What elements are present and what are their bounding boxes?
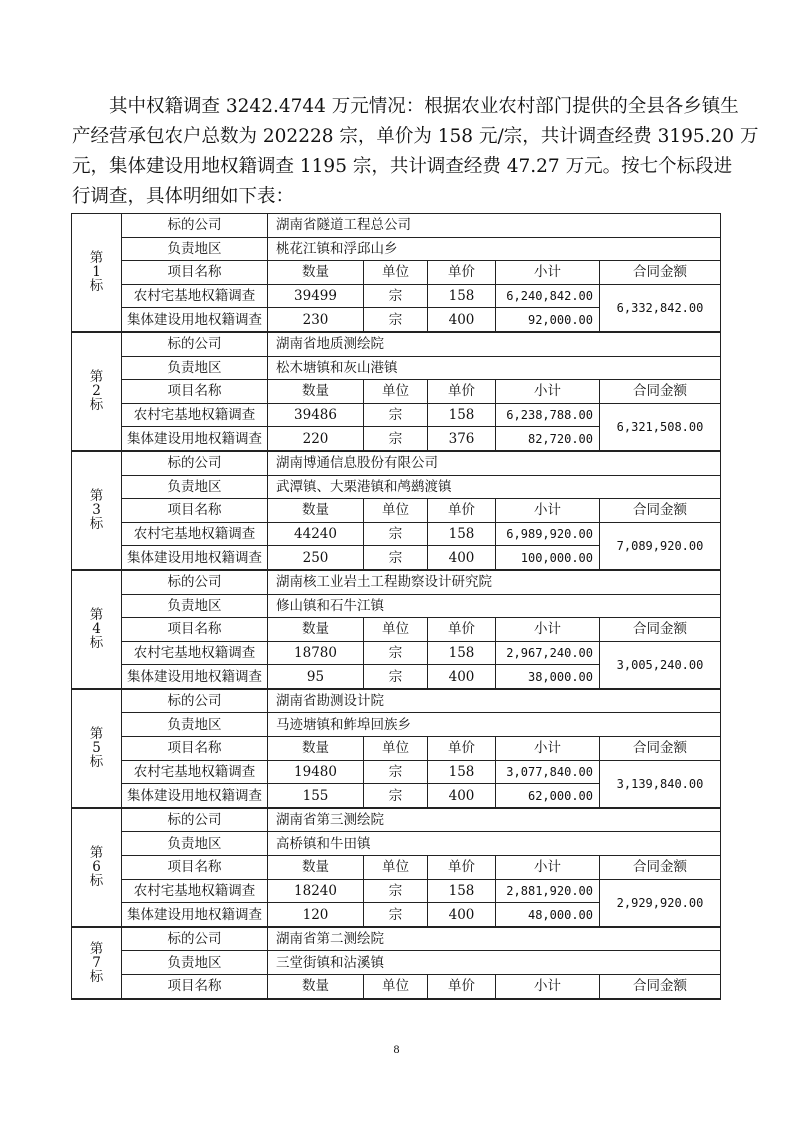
header-unit: 单位 (364, 975, 428, 999)
unit-price: 400 (428, 308, 496, 332)
unit-price: 158 (428, 284, 496, 308)
column-header-row (72, 261, 721, 285)
quantity: 44240 (268, 522, 364, 546)
unit: 宗 (364, 760, 428, 784)
company-value: 湖南核工业岩土工程勘察设计研究院 (268, 570, 721, 594)
subtotal: 38,000.00 (496, 665, 600, 689)
section-label-prefix: 第 (89, 488, 104, 505)
region-value: 修山镇和石牛江镇 (268, 594, 721, 618)
subtotal: 6,238,788.00 (496, 403, 600, 427)
header-item-name: 项目名称 (122, 975, 268, 999)
quantity: 250 (268, 546, 364, 570)
region-value: 松木塘镇和灰山港镇 (268, 356, 721, 380)
subtotal: 92,000.00 (496, 308, 600, 332)
page-number: 8 (393, 1042, 400, 1056)
section-company-row (72, 927, 721, 951)
header-quantity: 数量 (268, 380, 364, 404)
subtotal: 6,240,842.00 (496, 284, 600, 308)
header-quantity: 数量 (268, 618, 364, 642)
header-quantity: 数量 (268, 499, 364, 523)
section-region-row (72, 951, 721, 975)
item-name: 集体建设用地权籍调查 (122, 665, 268, 689)
header-unit-price: 单价 (428, 261, 496, 285)
unit: 宗 (364, 879, 428, 903)
unit-price: 400 (428, 903, 496, 927)
section-label-number: 1 (92, 264, 101, 281)
company-label: 标的公司 (122, 927, 268, 951)
quantity: 19480 (268, 760, 364, 784)
item-name: 集体建设用地权籍调查 (122, 784, 268, 808)
intro-line: 元，集体建设用地权籍调查 1195 宗，共计调查经费 47.27 万元。按七个标段进 (72, 156, 733, 177)
unit-price: 400 (428, 665, 496, 689)
section-region-row (72, 832, 721, 856)
unit-price: 376 (428, 427, 496, 451)
header-contract-amount: 合同金额 (600, 380, 721, 404)
item-name: 集体建设用地权籍调查 (122, 308, 268, 332)
header-item-name: 项目名称 (122, 737, 268, 761)
section-label-prefix: 第 (89, 726, 104, 743)
unit: 宗 (364, 903, 428, 927)
unit-price: 158 (428, 641, 496, 665)
company-label: 标的公司 (122, 332, 268, 356)
section-label-prefix: 第 (89, 250, 104, 267)
header-quantity: 数量 (268, 856, 364, 880)
header-contract-amount: 合同金额 (600, 499, 721, 523)
region-label: 负责地区 (122, 475, 268, 499)
table-row (72, 403, 721, 427)
region-value: 桃花江镇和浮邱山乡 (268, 237, 721, 261)
unit: 宗 (364, 522, 428, 546)
section-region-row (72, 356, 721, 380)
section-label (72, 451, 122, 570)
section-label (72, 570, 122, 689)
region-label: 负责地区 (122, 951, 268, 975)
section-region-row (72, 237, 721, 261)
company-label: 标的公司 (122, 214, 268, 238)
contract-amount: 7,089,920.00 (600, 522, 721, 570)
section-label-prefix: 第 (89, 607, 104, 624)
section-label-suffix: 标 (89, 635, 104, 652)
header-quantity: 数量 (268, 737, 364, 761)
section-region-row (72, 475, 721, 499)
quantity: 39486 (268, 403, 364, 427)
intro-line: 产经营承包农户总数为 202228 宗，单价为 158 元/宗，共计调查经费 3195.20 万 (72, 126, 759, 147)
section-label (72, 214, 122, 332)
subtotal: 48,000.00 (496, 903, 600, 927)
section-company-row (72, 570, 721, 594)
column-header-row (72, 856, 721, 880)
region-label: 负责地区 (122, 594, 268, 618)
company-label: 标的公司 (122, 689, 268, 713)
subtotal: 2,881,920.00 (496, 879, 600, 903)
header-quantity: 数量 (268, 975, 364, 999)
company-value: 湖南省地质测绘院 (268, 332, 721, 356)
contract-amount: 6,332,842.00 (600, 284, 721, 332)
section-company-row (72, 214, 721, 238)
header-unit-price: 单价 (428, 737, 496, 761)
section-company-row (72, 808, 721, 832)
survey-bid-table (71, 213, 721, 1000)
unit: 宗 (364, 308, 428, 332)
quantity: 95 (268, 665, 364, 689)
subtotal: 62,000.00 (496, 784, 600, 808)
section-label-number: 4 (92, 621, 101, 638)
region-value: 武潭镇、大栗港镇和鸬鹚渡镇 (268, 475, 721, 499)
section-label-prefix: 第 (89, 369, 104, 386)
item-name: 农村宅基地权籍调查 (122, 522, 268, 546)
contract-amount: 3,005,240.00 (600, 641, 721, 689)
section-label-number: 3 (92, 502, 101, 519)
header-item-name: 项目名称 (122, 499, 268, 523)
unit-price: 400 (428, 784, 496, 808)
header-unit-price: 单价 (428, 380, 496, 404)
table-row (72, 522, 721, 546)
header-subtotal: 小计 (496, 737, 600, 761)
quantity: 155 (268, 784, 364, 808)
header-unit: 单位 (364, 856, 428, 880)
section-label-suffix: 标 (89, 968, 104, 985)
unit: 宗 (364, 427, 428, 451)
section-label-number: 2 (92, 383, 101, 400)
header-contract-amount: 合同金额 (600, 618, 721, 642)
header-contract-amount: 合同金额 (600, 856, 721, 880)
header-item-name: 项目名称 (122, 856, 268, 880)
region-label: 负责地区 (122, 356, 268, 380)
region-label: 负责地区 (122, 713, 268, 737)
section-label-suffix: 标 (89, 397, 104, 414)
item-name: 农村宅基地权籍调查 (122, 403, 268, 427)
section-company-row (72, 332, 721, 356)
header-quantity: 数量 (268, 261, 364, 285)
section-label-prefix: 第 (89, 845, 104, 862)
company-value: 湖南省第二测绘院 (268, 927, 721, 951)
item-name: 集体建设用地权籍调查 (122, 546, 268, 570)
subtotal: 3,077,840.00 (496, 760, 600, 784)
column-header-row (72, 737, 721, 761)
company-value: 湖南省勘测设计院 (268, 689, 721, 713)
item-name: 农村宅基地权籍调查 (122, 879, 268, 903)
section-label-suffix: 标 (89, 754, 104, 771)
table-row (72, 641, 721, 665)
column-header-row (72, 618, 721, 642)
company-value: 湖南省隧道工程总公司 (268, 214, 721, 238)
section-label (72, 332, 122, 451)
item-name: 农村宅基地权籍调查 (122, 284, 268, 308)
header-contract-amount: 合同金额 (600, 975, 721, 999)
header-subtotal: 小计 (496, 856, 600, 880)
unit-price: 158 (428, 879, 496, 903)
section-label-prefix: 第 (89, 940, 104, 957)
table-row (72, 284, 721, 308)
company-label: 标的公司 (122, 451, 268, 475)
company-value: 湖南省第三测绘院 (268, 808, 721, 832)
region-value: 高桥镇和牛田镇 (268, 832, 721, 856)
section-label (72, 927, 122, 999)
unit-price: 400 (428, 546, 496, 570)
section-label-number: 5 (92, 740, 101, 757)
header-unit: 单位 (364, 261, 428, 285)
table-row (72, 879, 721, 903)
quantity: 18780 (268, 641, 364, 665)
table-row (72, 760, 721, 784)
region-value: 马迹塘镇和鲊埠回族乡 (268, 713, 721, 737)
intro-line: 其中权籍调查 3242.4744 万元情况：根据农业农村部门提供的全县各乡镇生 (109, 96, 739, 117)
quantity: 230 (268, 308, 364, 332)
unit: 宗 (364, 403, 428, 427)
header-contract-amount: 合同金额 (600, 737, 721, 761)
contract-amount: 3,139,840.00 (600, 760, 721, 808)
header-unit-price: 单价 (428, 975, 496, 999)
header-contract-amount: 合同金额 (600, 261, 721, 285)
header-subtotal: 小计 (496, 618, 600, 642)
item-name: 集体建设用地权籍调查 (122, 427, 268, 451)
section-label-suffix: 标 (89, 278, 104, 295)
company-value: 湖南博通信息股份有限公司 (268, 451, 721, 475)
header-unit-price: 单价 (428, 856, 496, 880)
intro-paragraph (72, 92, 759, 212)
contract-amount: 2,929,920.00 (600, 879, 721, 927)
unit-price: 158 (428, 760, 496, 784)
subtotal: 82,720.00 (496, 427, 600, 451)
item-name: 集体建设用地权籍调查 (122, 903, 268, 927)
header-unit: 单位 (364, 380, 428, 404)
section-region-row (72, 713, 721, 737)
region-label: 负责地区 (122, 832, 268, 856)
section-company-row (72, 689, 721, 713)
quantity: 39499 (268, 284, 364, 308)
header-unit: 单位 (364, 499, 428, 523)
header-unit: 单位 (364, 737, 428, 761)
intro-line: 行调查，具体明细如下表： (72, 186, 295, 207)
header-unit-price: 单价 (428, 499, 496, 523)
item-name: 农村宅基地权籍调查 (122, 760, 268, 784)
unit: 宗 (364, 665, 428, 689)
quantity: 220 (268, 427, 364, 451)
header-subtotal: 小计 (496, 499, 600, 523)
header-subtotal: 小计 (496, 261, 600, 285)
section-label-number: 6 (92, 859, 101, 876)
subtotal: 2,967,240.00 (496, 641, 600, 665)
section-label-suffix: 标 (89, 516, 104, 533)
company-label: 标的公司 (122, 808, 268, 832)
section-region-row (72, 594, 721, 618)
unit: 宗 (364, 641, 428, 665)
header-item-name: 项目名称 (122, 618, 268, 642)
section-label (72, 808, 122, 927)
header-subtotal: 小计 (496, 975, 600, 999)
header-unit-price: 单价 (428, 618, 496, 642)
unit: 宗 (364, 546, 428, 570)
section-label-number: 7 (92, 954, 101, 971)
header-item-name: 项目名称 (122, 261, 268, 285)
column-header-row (72, 975, 721, 999)
unit-price: 158 (428, 403, 496, 427)
company-label: 标的公司 (122, 570, 268, 594)
section-label (72, 689, 122, 808)
region-value: 三堂街镇和沾溪镇 (268, 951, 721, 975)
header-item-name: 项目名称 (122, 380, 268, 404)
item-name: 农村宅基地权籍调查 (122, 641, 268, 665)
quantity: 18240 (268, 879, 364, 903)
column-header-row (72, 380, 721, 404)
quantity: 120 (268, 903, 364, 927)
unit-price: 158 (428, 522, 496, 546)
unit: 宗 (364, 284, 428, 308)
region-label: 负责地区 (122, 237, 268, 261)
header-unit: 单位 (364, 618, 428, 642)
unit: 宗 (364, 784, 428, 808)
subtotal: 6,989,920.00 (496, 522, 600, 546)
contract-amount: 6,321,508.00 (600, 403, 721, 451)
section-company-row (72, 451, 721, 475)
subtotal: 100,000.00 (496, 546, 600, 570)
section-label-suffix: 标 (89, 873, 104, 890)
header-subtotal: 小计 (496, 380, 600, 404)
column-header-row (72, 499, 721, 523)
